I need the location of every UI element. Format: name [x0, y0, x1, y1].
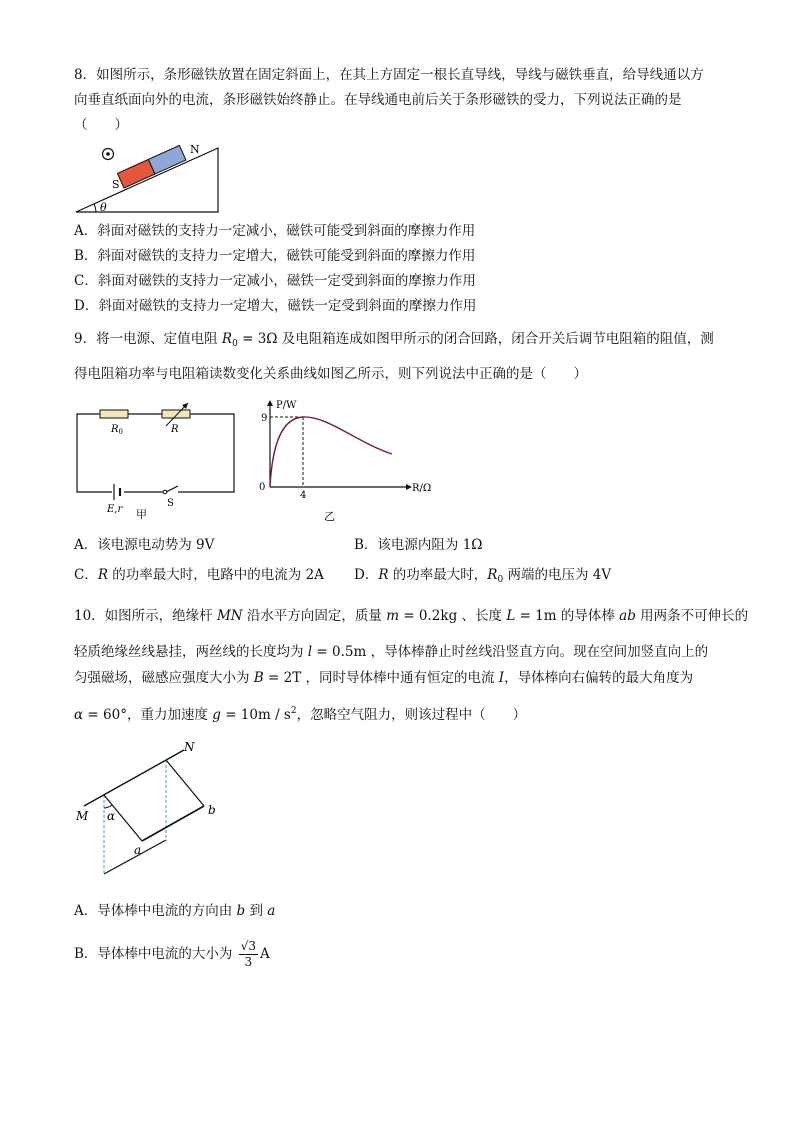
dot-in-circle-icon	[103, 149, 114, 160]
q8-figure-incline-magnet	[70, 140, 230, 216]
label-Er: E,r	[107, 504, 123, 515]
q8-answer-blank: （ ）	[74, 117, 128, 133]
power-curve	[270, 417, 392, 487]
q8-option-c[interactable]: C．斜面对磁铁的支持力一定减小，磁铁一定受到斜面的摩擦力作用	[74, 273, 476, 289]
resistor-R0	[100, 410, 128, 418]
q9-stem-line2: 得电阻箱功率与电阻箱读数变化关系曲线如图乙所示，则下列说法中正确的是（ ）	[74, 366, 587, 382]
conductor-rod-ab	[142, 806, 204, 841]
label-xlabel: R/Ω	[412, 483, 432, 494]
q8-stem-line2: 向垂直纸面向外的电流，条形磁铁始终静止。在导线通电前后关于条形磁铁的受力，下列说法正确的是	[74, 92, 682, 108]
resistor-box-R	[162, 410, 190, 418]
q8-option-a[interactable]: A．斜面对磁铁的支持力一定减小，磁铁可能受到斜面的摩擦力作用	[74, 223, 476, 239]
q9-option-c[interactable]: C．R 的功率最大时，电路中的电流为 2A	[74, 567, 324, 583]
caption-yi: 乙	[324, 510, 335, 523]
label-M: M	[76, 809, 89, 823]
q9-circuit-diagram	[74, 400, 240, 520]
label-theta: θ	[100, 201, 107, 214]
switch-icon	[163, 486, 178, 494]
q10-stem-line4: α = 60°，重力加速度 $g = 10m / s^2$，忽略空气阻力，则该过程中（ ）	[74, 706, 527, 723]
label-alpha: α	[107, 809, 116, 823]
fraction-sqrt3-over-3: $\frac{√3}{3}$	[240, 939, 256, 969]
battery-icon	[114, 484, 120, 500]
q10-stem-line3: 匀强磁场，磁感应强度大小为 B = 2T ，同时导体棒中通有恒定的电流 I，导体棒向右偏转的最大角度为	[74, 670, 694, 686]
q8-option-d[interactable]: D．斜面对磁铁的支持力一定增大，磁铁一定受到斜面的摩擦力作用	[74, 298, 477, 314]
label-a: a	[134, 843, 142, 857]
insulating-rod-MN	[84, 750, 184, 806]
q10-option-b[interactable]: B．导体棒中电流的大小为 $\frac{√3}{3}$ A	[74, 939, 270, 969]
q9-option-a[interactable]: A．该电源电动势为 9V	[74, 537, 215, 553]
q10-figure-suspended-rod	[74, 738, 234, 878]
q9-power-graph	[256, 394, 436, 526]
magnet-north-half	[148, 145, 186, 174]
q9-option-b[interactable]: B．该电源内阻为 1Ω	[354, 537, 483, 553]
label-ylabel: P/W	[276, 400, 297, 411]
incline-triangle	[76, 148, 218, 212]
q10-stem-line2: 轻质绝缘丝线悬挂，两丝线的长度均为 l = 0.5m ，导体棒静止时丝线沿竖直方向。现在空间加竖直向上的	[74, 644, 709, 660]
label-ytick-9: 9	[261, 413, 268, 424]
label-R0: $R_0$	[111, 424, 123, 436]
q10-stem-line1: 10．如图所示，绝缘杆 MN 沿水平方向固定，质量 m = 0.2kg 、长度 L = 1m 的导体棒 ab 用两条不可伸长的	[74, 608, 749, 624]
q9-stem-line1: 9．将一电源、定值电阻 $R_0 = 3\Omega$ 及电阻箱连成如图甲所示的闭合回路，闭合开关后调节电阻箱的阻值，测	[74, 331, 714, 349]
label-N: N	[190, 143, 200, 156]
caption-jia: 甲	[136, 508, 147, 520]
magnet-south-half	[117, 159, 155, 188]
label-origin: 0	[259, 482, 266, 493]
label-xtick-4: 4	[300, 490, 307, 501]
q9-option-d[interactable]: D．R 的功率最大时，$R_0$ 两端的电压为 4V	[354, 567, 612, 585]
label-b: b	[208, 803, 216, 817]
q8-stem-line1: 8．如图所示，条形磁铁放置在固定斜面上，在其上方固定一根长直导线，导线与磁铁垂直，给导线通以方	[74, 67, 704, 83]
q8-option-b[interactable]: B．斜面对磁铁的支持力一定增大，磁铁可能受到斜面的摩擦力作用	[74, 248, 476, 264]
label-N: N	[184, 740, 195, 754]
q10-option-a[interactable]: A．导体棒中电流的方向由 b 到 a	[74, 903, 276, 919]
label-S: S	[112, 178, 120, 191]
label-switch-S: S	[167, 498, 174, 509]
label-R: R	[171, 424, 179, 435]
